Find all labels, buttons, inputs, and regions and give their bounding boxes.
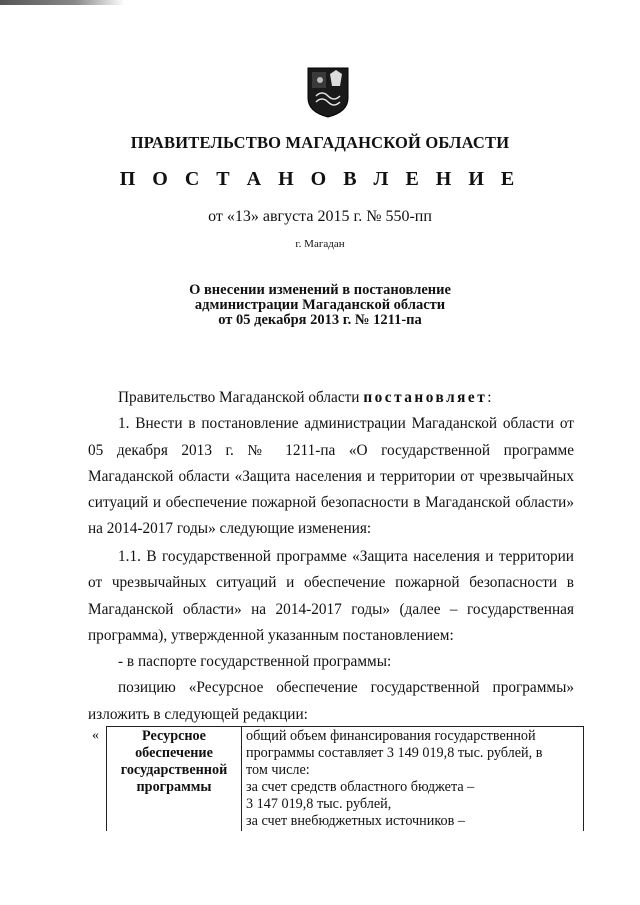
opening-quote-mark: «	[92, 728, 99, 743]
intro-text: Правительство Магаданской области	[118, 389, 364, 406]
label-line: Ресурсное	[142, 728, 206, 744]
content-line: 3 147 019,8 тыс. рублей,	[246, 796, 392, 812]
document-body-continued	[88, 544, 574, 728]
scan-edge-mark	[0, 0, 125, 5]
magadan-coat-of-arms-icon	[306, 66, 350, 118]
content-line: за счет внебюджетных источников –	[246, 813, 465, 829]
table-row	[107, 727, 584, 832]
paragraph-1-1: 1.1. В государственной программе «Защита населения и территории от чрезвычайных ситуаций и обеспечение пожарной безопасности в Магаданской области» на 2014-2017 годы» (далее – государственная программа), утвержденной указанным постановлением:	[88, 548, 574, 644]
content-line: общий объем финансирования государственной	[246, 728, 536, 744]
document-body	[88, 385, 574, 543]
document-subject	[150, 283, 490, 328]
label-line: программы	[136, 779, 212, 795]
government-title: ПРАВИТЕЛЬСТВО МАГАДАНСКОЙ ОБЛАСТИ	[130, 133, 510, 152]
table-content-cell	[242, 727, 584, 832]
subject-line: от 05 декабря 2013 г. № 1211-па	[218, 312, 422, 328]
city-name: г. Магадан	[295, 238, 345, 250]
subject-line: администрации Магаданской области	[194, 297, 446, 313]
paragraph-position: позицию «Ресурсное обеспечение государственной программы» изложить в следующей редакции:	[88, 679, 574, 723]
paragraph-1: 1. Внести в постановление администрации Магаданской области от 05 декабря 2013 г. № 1211-па «О государственной программе Магаданской области «Защита населения и территории от чрезвычайных ситуаций и обеспечение пожарной безопасности в Магаданской области» на 2014-2017 годы» следующие изменения:	[88, 415, 574, 538]
label-line: обеспечение	[135, 745, 213, 761]
paragraph-passport: - в паспорте государственной программы:	[118, 653, 392, 671]
content-line: за счет средств областного бюджета –	[246, 779, 475, 795]
subject-line: О внесении изменений в постановление	[189, 282, 451, 298]
document-date-number: от «13» августа 2015 г. № 550-пп	[208, 208, 432, 225]
document-type: П О С Т А Н О В Л Е Н И Е	[119, 168, 521, 190]
content-line: том числе:	[246, 762, 310, 778]
table-label-cell	[107, 727, 242, 832]
label-line: государственной	[120, 762, 228, 778]
resolution-intro	[88, 385, 574, 411]
resolves-keyword: постановляет	[363, 389, 488, 406]
intro-colon: :	[487, 389, 492, 406]
resource-provision-table	[106, 726, 584, 831]
content-line: программы составляет 3 149 019,8 тыс. рублей, в	[246, 745, 543, 761]
